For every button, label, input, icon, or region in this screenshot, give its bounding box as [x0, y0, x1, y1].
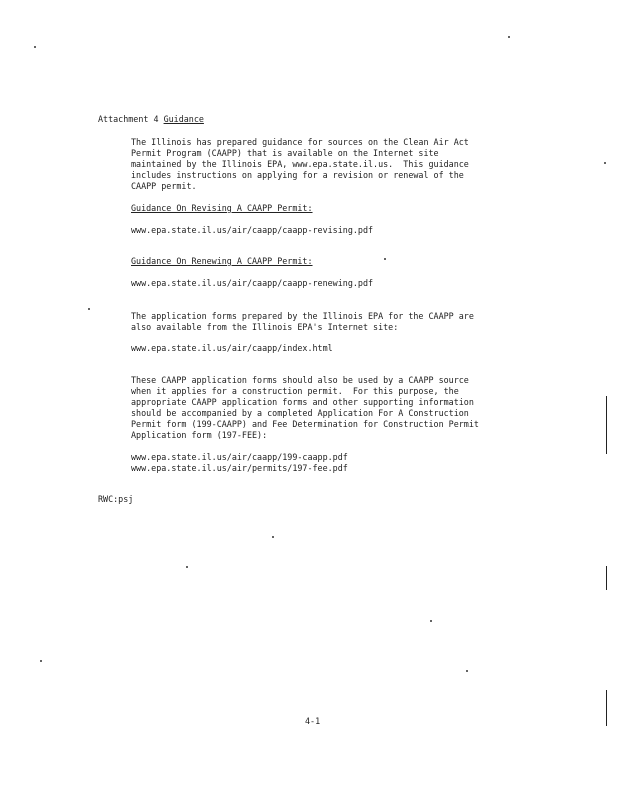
scan-speck — [466, 670, 468, 672]
attachment-prefix: Attachment 4 — [98, 114, 164, 124]
construction-url[interactable]: www.epa.state.il.us/air/permits/197-fee.pdf — [131, 463, 348, 473]
scan-edge-mark — [606, 690, 607, 726]
construction-line: Application form (197-FEE): — [131, 430, 268, 440]
forms-line: The application forms prepared by the Illinois EPA for the CAAPP are — [131, 311, 474, 321]
scan-speck — [34, 46, 36, 48]
intro-line: Permit Program (CAAPP) that is available on the Internet site — [131, 148, 439, 158]
revising-url[interactable]: www.epa.state.il.us/air/caapp/caapp-revising.pdf — [131, 225, 374, 235]
scan-speck — [430, 620, 432, 622]
intro-line: includes instructions on applying for a revision or renewal of the — [131, 170, 464, 180]
intro-line: CAAPP permit. — [131, 181, 197, 191]
intro-line: The Illinois has prepared guidance for sources on the Clean Air Act — [131, 137, 469, 147]
forms-url[interactable]: www.epa.state.il.us/air/caapp/index.html — [131, 343, 333, 353]
scan-speck — [604, 162, 606, 164]
page-number: 4-1 — [305, 716, 321, 726]
construction-line: These CAAPP application forms should also be used by a CAAPP source — [131, 375, 469, 385]
scan-edge-mark — [606, 396, 607, 454]
construction-line: appropriate CAAPP application forms and other supporting information — [131, 397, 474, 407]
construction-url[interactable]: www.epa.state.il.us/air/caapp/199-caapp.pdf — [131, 452, 348, 462]
revising-heading: Guidance On Revising A CAAPP Permit: — [131, 203, 313, 213]
scan-speck — [88, 308, 90, 310]
construction-line: should be accompanied by a completed Application For A Construction — [131, 408, 469, 418]
attachment-heading — [98, 114, 204, 125]
intro-line: maintained by the Illinois EPA, www.epa.state.il.us. This guidance — [131, 159, 469, 169]
construction-line: when it applies for a construction permit. For this purpose, the — [131, 386, 459, 396]
attachment-title: Guidance — [163, 114, 204, 124]
renewing-url[interactable]: www.epa.state.il.us/air/caapp/caapp-renewing.pdf — [131, 278, 374, 288]
forms-line: also available from the Illinois EPA's Internet site: — [131, 322, 399, 332]
construction-line: Permit form (199-CAAPP) and Fee Determination for Construction Permit — [131, 419, 479, 429]
scan-speck — [186, 566, 188, 568]
scan-speck — [384, 258, 386, 260]
author-initials: RWC:psj — [98, 494, 134, 504]
scan-speck — [272, 536, 274, 538]
scan-speck — [508, 36, 510, 38]
renewing-heading: Guidance On Renewing A CAAPP Permit: — [131, 256, 313, 266]
scan-speck — [40, 660, 42, 662]
scan-edge-mark — [606, 566, 607, 590]
